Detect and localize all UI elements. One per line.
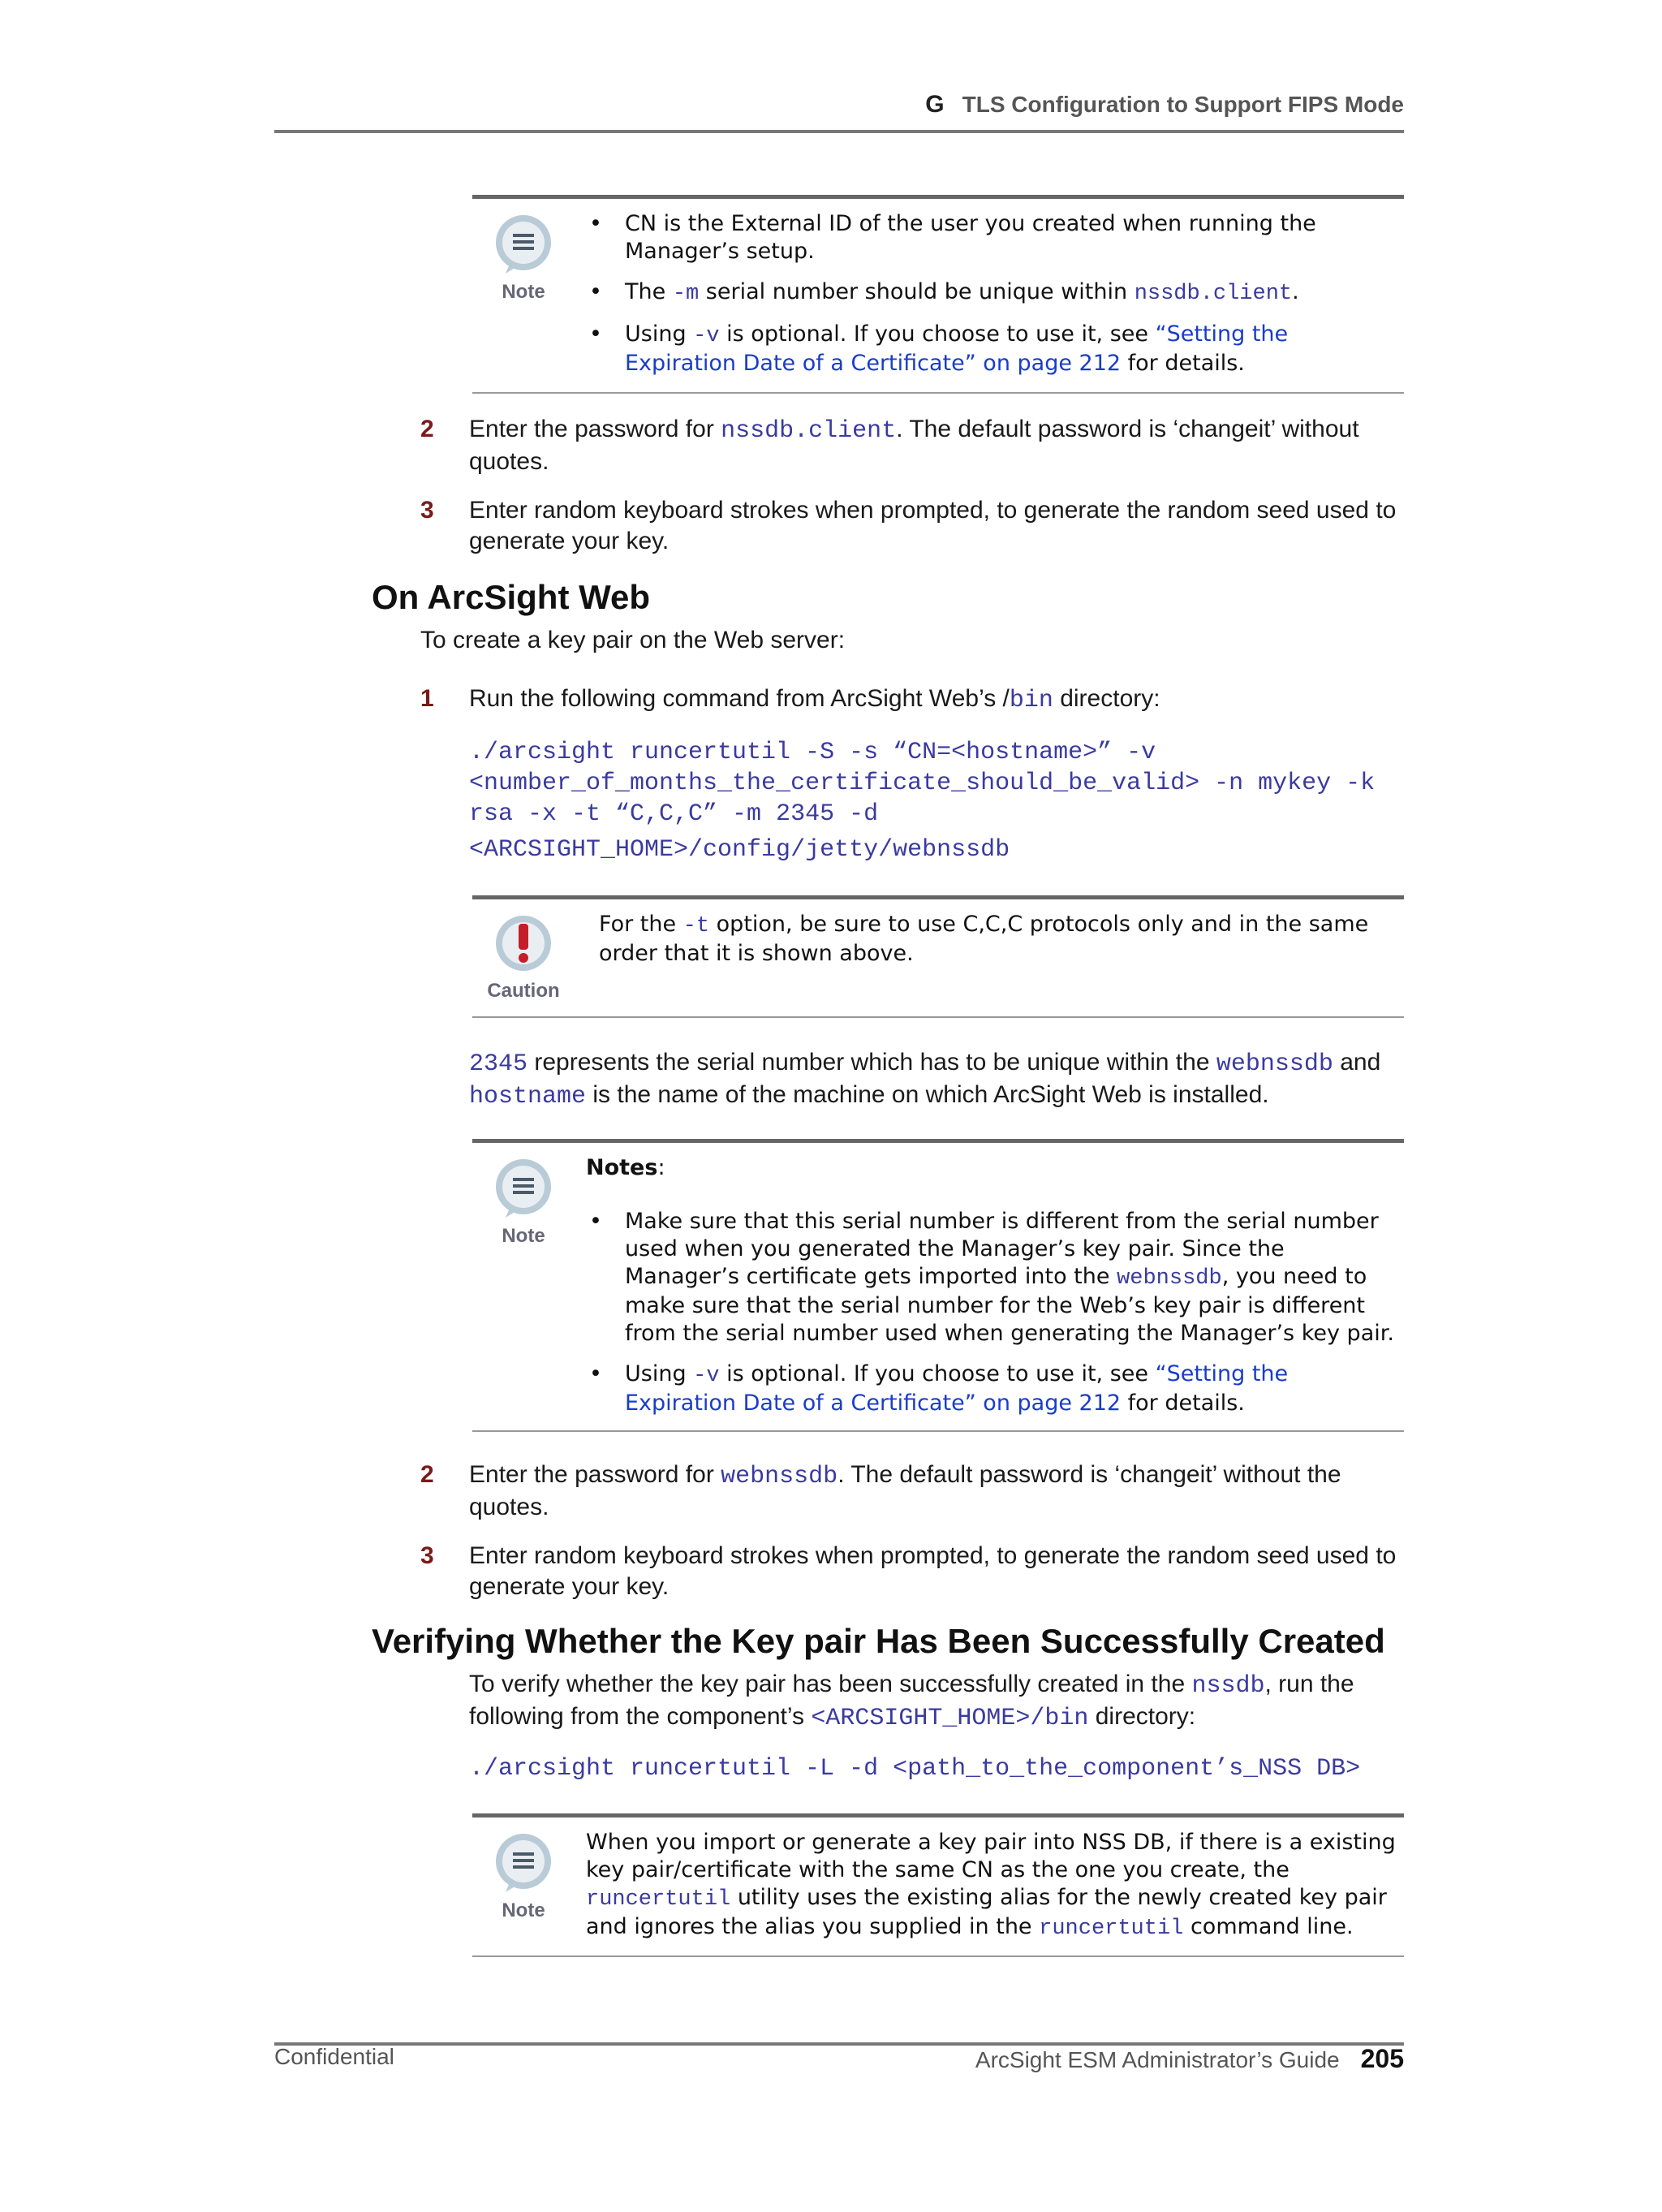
code-line: rsa -x -t “C,C,C” -m 2345 -d <box>469 800 879 828</box>
list-item: • Make sure that this serial number is different from the serial number used when you generated the Manager’s key pair. Since the Manager’s certificate gets imported into the webnssdb, you need to make sure that the serial number for the Web’s key pair is different from the serial number used when generating the Manager’s key pair. <box>586 1208 1396 1347</box>
step-item <box>420 495 1419 560</box>
page-number: 205 <box>1360 2044 1404 2073</box>
step-text: Enter the password for nssdb.client. The default password is ‘changeit’ without quotes. <box>469 416 1359 475</box>
section-heading: On ArcSight Web <box>372 578 651 616</box>
cross-reference-link[interactable]: “Setting the Expiration Date of a Certificate” on page 212 <box>625 321 1289 376</box>
note-callout-1 <box>472 195 1404 394</box>
note-icon-label: Note <box>502 281 545 303</box>
step-text: Enter the password for webnssdb. The default password is ‘changeit’ without the quotes. <box>469 1461 1341 1520</box>
code-block <box>469 737 1375 865</box>
code-line: <number_of_months_the_certificate_should_be_valid> -n mykey -k <box>469 770 1376 797</box>
note-callout-2 <box>472 1139 1404 1432</box>
list-item: • Using -v is optional. If you choose to use it, see “Setting the Expiration Date of a Certificate” on page 212 for details. <box>586 321 1396 377</box>
step-text: Enter random keyboard strokes when prompted, to generate the random seed used to generate your key. <box>469 1542 1397 1600</box>
code-line: <ARCSIGHT_HOME>/config/jetty/webnssdb <box>469 836 1010 864</box>
note-icon-label: Note <box>502 1899 545 1921</box>
code-line: ./arcsight runcertutil -S -s “CN=<hostname>” -v <box>469 739 1156 766</box>
step-text: Enter random keyboard strokes when prompted, to generate the random seed used to generate your key. <box>469 497 1397 554</box>
step-item <box>420 1541 1419 1606</box>
step-number: 3 <box>420 1542 434 1569</box>
caution-callout <box>472 895 1404 1018</box>
step-item <box>420 1460 1419 1524</box>
footer-guide-title: ArcSight ESM Administrator’s Guide 205 <box>975 2044 1404 2073</box>
step-number: 2 <box>420 416 434 442</box>
footer-confidential: Confidential <box>274 2044 394 2069</box>
list-item: • Using -v is optional. If you choose to use it, see “Setting the Expiration Date of a Certificate” on page 212 for details. <box>586 1360 1396 1417</box>
note-body <box>586 210 1396 390</box>
caution-icon-label: Caution <box>487 980 560 1002</box>
note-callout-3 <box>472 1813 1404 1957</box>
step-item <box>420 414 1419 479</box>
code-line: ./arcsight runcertutil -L -d <path_to_the_component’s_NSS DB> <box>469 1755 1361 1783</box>
section-intro: To create a key pair on the Web server: <box>420 627 846 653</box>
note-icon <box>487 1832 560 1922</box>
running-header <box>274 91 1404 128</box>
step-text: Run the following command from ArcSight Web’s /bin directory: <box>469 685 1160 714</box>
caution-body: For the -t option, be sure to use C,C,C protocols only and in the same order that it is shown above. <box>599 912 1369 966</box>
cross-reference-link[interactable]: “Setting the Expiration Date of a Certificate” on page 212 <box>625 1361 1289 1416</box>
list-item: • CN is the External ID of the user you created when running the Manager’s setup. <box>586 210 1396 265</box>
section-heading: Verifying Whether the Key pair Has Been Successfully Created <box>372 1622 1385 1660</box>
chapter-title: TLS Configuration to Support FIPS Mode <box>962 92 1404 117</box>
header-rule <box>274 130 1404 133</box>
note-icon-label: Note <box>502 1225 545 1247</box>
section-intro: To verify whether the key pair has been successfully created in the nssdb, run the following from the component’s <ARCSIGHT_HOME>/bin directory: <box>469 1671 1354 1732</box>
caution-icon <box>487 912 560 1003</box>
note-icon <box>487 213 560 304</box>
list-item: • The -m serial number should be unique within nssdb.client. <box>586 278 1396 308</box>
chapter-letter: G <box>925 91 945 118</box>
note-icon <box>487 1158 560 1248</box>
step-item <box>420 683 1419 716</box>
note-body: When you import or generate a key pair into NSS DB, if there is a existing key pair/certificate with the same CN as the one you create, the runcertutil utility uses the existing alias for the newly created key pair and ignores the alias you supplied in the runcertutil command line. <box>586 1830 1396 1941</box>
code-block <box>469 1753 1360 1784</box>
serial-paragraph: 2345 represents the serial number which has to be unique within the webnssdb and hostname is the name of the machine on which ArcSight Web is installed. <box>469 1049 1381 1110</box>
step-number: 2 <box>420 1461 434 1488</box>
note-body <box>586 1154 1396 1430</box>
step-number: 3 <box>420 497 434 524</box>
step-number: 1 <box>420 685 434 712</box>
notes-heading: Notes: <box>586 1155 665 1180</box>
